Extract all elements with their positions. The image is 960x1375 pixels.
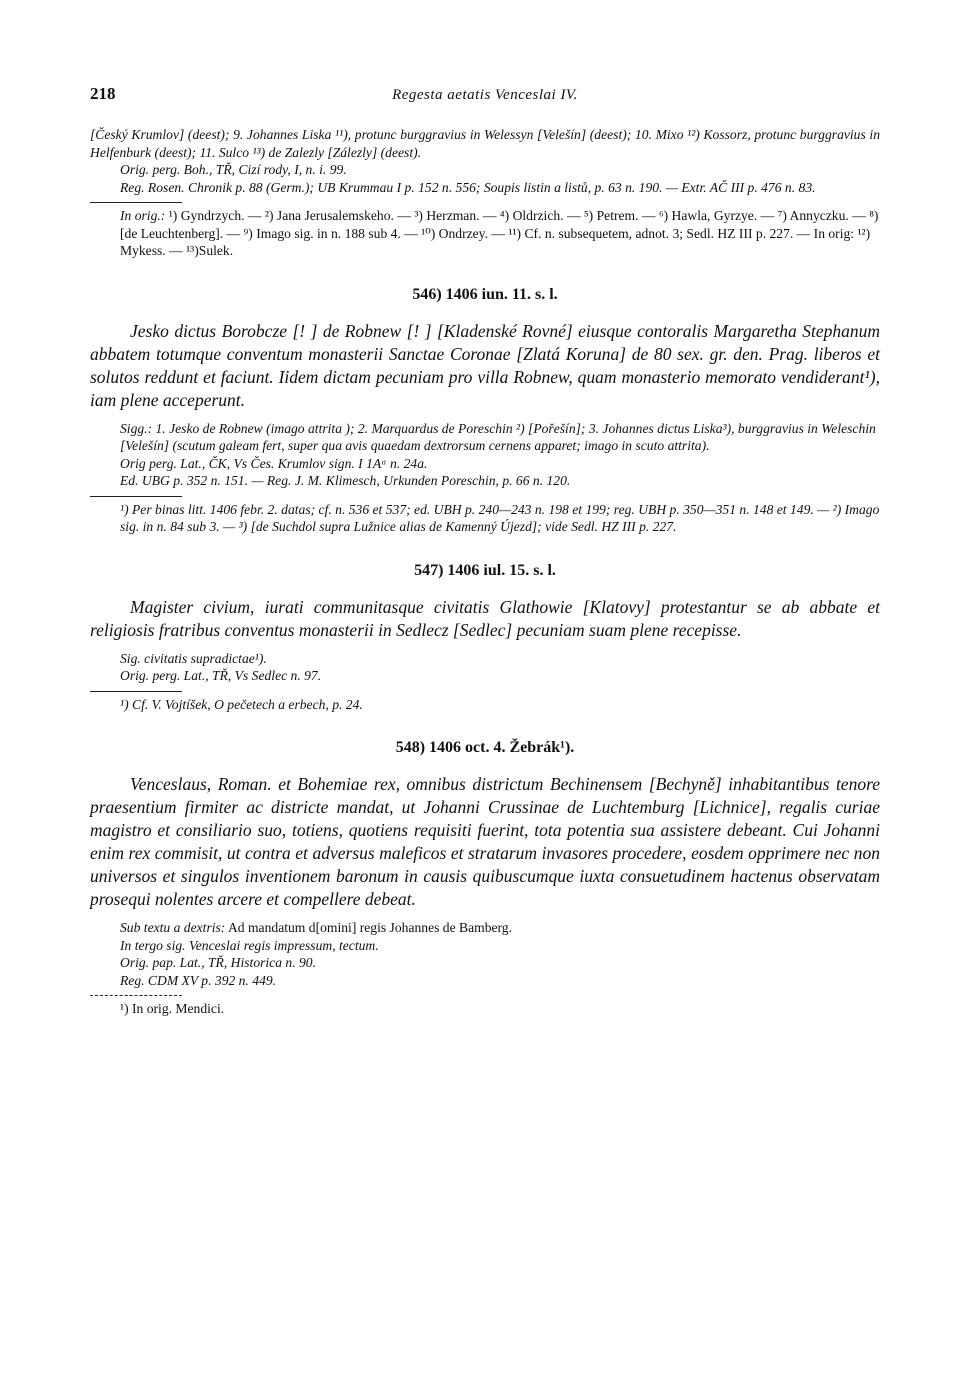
document-page — [90, 84, 880, 1018]
footnote-rule — [90, 995, 182, 996]
entry-text: Venceslaus, Roman. et Bohemiae rex, omnibus districtum Bechinensem [Bechyně] inhabitantibus tenore praesentium firmiter ac districte mandat, ut Johanni Crussinae de Luchtemburg [Lichnice], regalis curiae magistro et consiliario suo, totiens, quotiens requisiti fuerint, tota potentia sua assistere debeant. Cui Johanni enim rex commisit, ut contra et adversus maleficos et stratarum invasores procedere, eosdem opprimere nec non universos et singulos inventionem baronum in causis quibuscumque iuxta consuetudinem hactenus observatam prosequi nolentes arcere et compellere debeat. — [90, 774, 880, 909]
entry-notes — [90, 919, 880, 989]
subscription-body: Ad mandatum d[omini] regis Johannes de Bamberg. — [225, 920, 513, 935]
seal-note: Sigg.: 1. Jesko de Robnew (imago attrita ); 2. Marquardus de Poreschin ²) [Pořešín]; 3. Johannes dictus Liska³), burggravius in Weleschin [Velešín] (scutum galeam fert, super qua avis quaedam dextrorsum cernens apparet; imago in scuto attrita). — [120, 420, 876, 453]
registers-reference: Reg. Rosen. Chronik p. 88 (Germ.); UB Krummau I p. 152 n. 556; Soupis listin a listů, p. 63 n. 190. — Extr. AČ III p. 476 n. 83. — [120, 179, 816, 195]
regest-entry-546 — [90, 286, 880, 536]
footnote-text: ¹) Per binas litt. 1406 febr. 2. datas; cf. n. 536 et 537; ed. UBH p. 240—243 n. 198 et 199; reg. UBH p. 350—351 n. 148 et 149. — ²) Imago sig. in n. 84 sub 3. — ³) [de Suchdol supra Lužnice alias de Kamenný Újezd]; vide Sedl. HZ III p. 227. — [120, 501, 880, 534]
entry-footnotes — [90, 501, 880, 536]
previous-entry-footnotes — [90, 207, 880, 260]
seal-note: In tergo sig. Venceslai regis impressum, tectum. — [120, 937, 379, 953]
page-number: 218 — [90, 84, 116, 103]
entry-text: Magister civium, iurati communitasque civitatis Glathowie [Klatovy] protestantur se ab abbate et religiosis fratribus conventus monasterii in Sedlecz [Sedlec] pecuniam suam plene recepisse. — [90, 596, 880, 640]
footnote-rule — [90, 691, 182, 692]
seal-note: Sig. civitatis supradictae¹). — [120, 650, 267, 666]
footnote-rule — [90, 202, 182, 203]
register-note: Reg. CDM XV p. 392 n. 449. — [120, 972, 277, 988]
running-title: Regesta aetatis Venceslai IV. — [392, 87, 578, 103]
original-note: Orig. perg. Lat., TŘ, Vs Sedlec n. 97. — [120, 668, 322, 683]
regest-entry-548 — [90, 739, 880, 1018]
original-note: Orig perg. Lat., ČK, Vs Čes. Krumlov sign. I 1Aᵅ n. 24a. — [120, 455, 428, 471]
footnote-body: ¹) Gyndrzych. — ²) Jana Jerusalemskeho. — ³) Herzman. — ⁴) Oldrzich. — ⁵) Petrem. — ⁶) Hawla, Gyrzye. — ⁷) Annyczku. — ⁸) [de Leuchtenberg]. — ⁹) Imago sig. in n. 188 sub 4. — ¹⁰) Ondrzey. — ¹¹) Cf. n. subsequetem, adnot. 3; Sedl. HZ III p. 227. — In orig: ¹²) Mykess. — ¹³)Sulek. — [120, 208, 879, 258]
footnote-lead: In orig.: — [120, 208, 169, 223]
entry-text: Jesko dictus Borobcze [! ] de Robnew [! ] [Kladenské Rovné] eiusque contoralis Margaretha Stephanum abbatem totumque conventum monasterii Sanctae Coronae [Zlatá Koruna] de 80 sex. gr. den. Prag. liberos et solutos reddunt et faciunt. Iidem dictam pecuniam pro villa Robnew, quam monasterio memorato vendiderant¹), iam plene acceperunt. — [90, 320, 880, 410]
edition-note: Ed. UBG p. 352 n. 151. — Reg. J. M. Klimesch, Urkunden Poreschin, p. 66 n. 120. — [120, 473, 571, 488]
footnote-rule — [90, 496, 182, 497]
entry-notes — [90, 420, 880, 490]
entry-heading: 547) 1406 iul. 15. s. l. — [414, 561, 556, 579]
entry-footnotes — [90, 1000, 880, 1018]
footnote-text: ¹) Cf. V. Vojtíšek, O pečetech a erbech, p. 24. — [120, 696, 363, 712]
original-reference: Orig. perg. Boh., TŘ, Cizí rody, I, n. i. 99. — [120, 162, 347, 177]
witness-list: [Český Krumlov] (deest); 9. Johannes Liska ¹¹), protunc burggravius in Welessyn [Velešín] (deest); 10. Mixo ¹²) Kossorz, protunc burggravius in Helfenburk (deest); 11. Sulco ¹³) de Zalezly [Zálezly] (deest). — [90, 127, 880, 160]
entry-notes — [90, 650, 880, 685]
original-note: Orig. pap. Lat., TŘ, Historica n. 90. — [120, 955, 316, 970]
entry-heading: 548) 1406 oct. 4. Žebrák¹). — [395, 739, 575, 756]
regest-entry-547 — [90, 562, 880, 714]
footnote-text: ¹) In orig. Mendici. — [120, 1001, 225, 1016]
subscription-lead: Sub textu a dextris: — [120, 920, 226, 935]
entry-heading: 546) 1406 iun. 11. s. l. — [412, 285, 558, 303]
previous-entry-continuation — [90, 126, 880, 196]
page-header — [90, 84, 880, 114]
entry-footnotes — [90, 696, 880, 714]
